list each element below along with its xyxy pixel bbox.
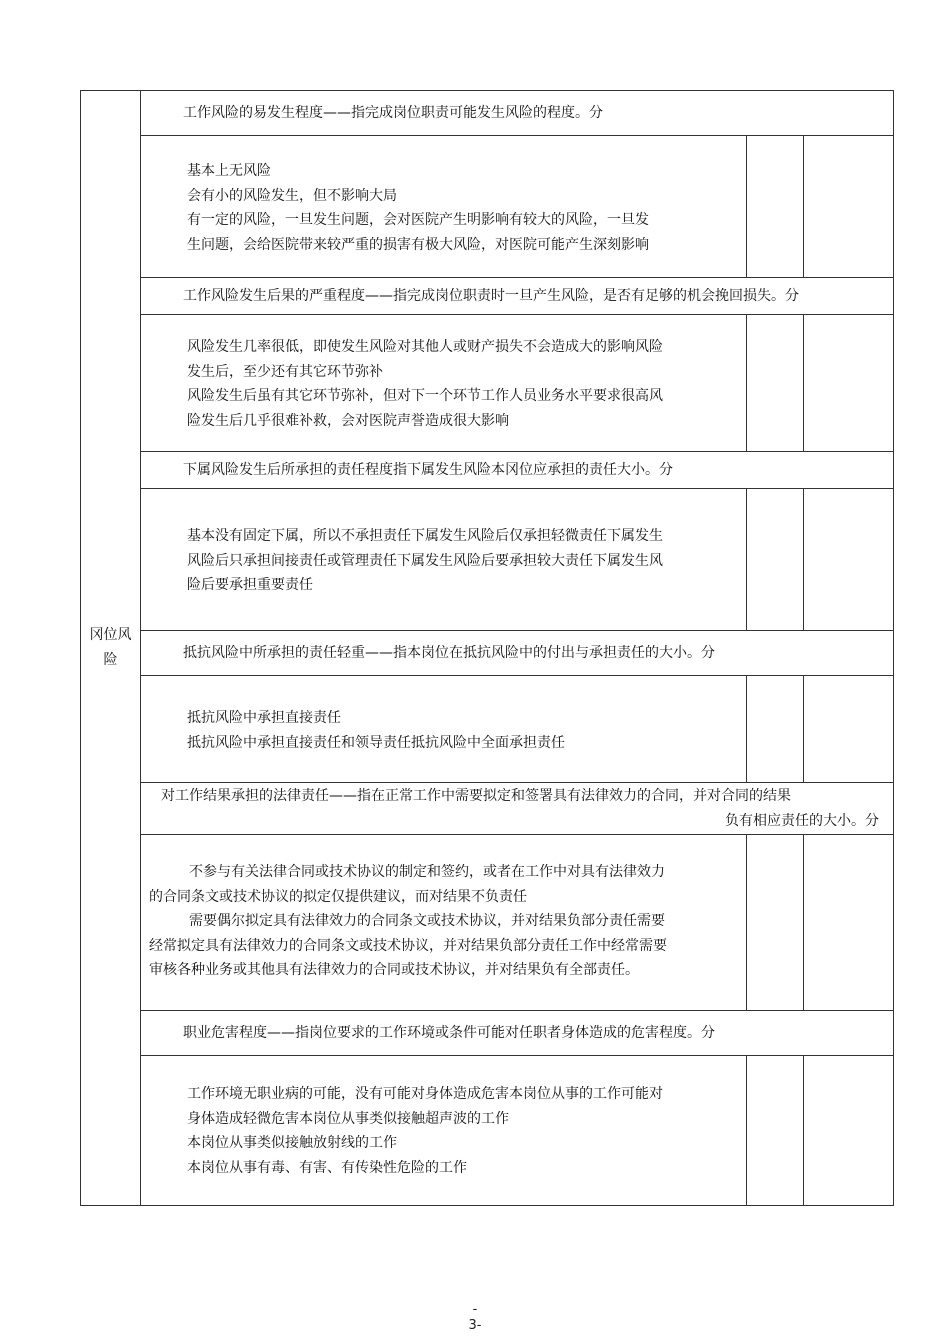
- section-header-text: 职业危害程度——指岗位要求的工作环境或条件可能对任职者身体造成的危害程度。分: [183, 1024, 715, 1041]
- section-header-text-line2: 负有相应责任的大小。分: [725, 812, 879, 829]
- section-header-text: 对工作结果承担的法律责任——指在正常工作中需要拟定和签署具有法律效力的合同，并对合同的结果: [161, 788, 791, 804]
- section-header-row: [81, 1011, 894, 1056]
- section-content: 不参与有关法律合同或技术协议的制定和签约，或者在工作中对具有法律效力 的合同条文或技术协议的拟定仅提供建议，而对结果不负责任 需要偶尔拟定具有法律效力的合同条文或技术协议，并对结果负部分责任需要 经常拟定具有法律效力的合同条文或技术协议，并对结果负部分责任工作中经常需要 审核各种业务或其他具有法律效力的合同或技术协议，并对结果负有全部责任。: [141, 835, 747, 1011]
- remark-cell: [804, 835, 894, 1011]
- section-content-row: [81, 1056, 894, 1206]
- page-number: 3-: [468, 1318, 482, 1333]
- section-content-row: [81, 835, 894, 1011]
- score-cell: [747, 315, 804, 452]
- section-content: 抵抗风险中承担直接责任 抵抗风险中承担直接责任和领导责任抵抗风险中全面承担责任: [141, 676, 747, 783]
- section-header: [141, 91, 894, 136]
- row-label: 冈位风 险: [89, 627, 132, 668]
- remark-cell: [804, 136, 894, 278]
- score-cell: [747, 489, 804, 631]
- page-footer: [0, 1302, 950, 1334]
- section-header-text: 抵抗风险中所承担的责任轻重——指本岗位在抵抗风险中的付出与承担责任的大小。分: [183, 644, 715, 661]
- section-content-row: [81, 489, 894, 631]
- remark-cell: [804, 489, 894, 631]
- section-header-row: [81, 91, 894, 136]
- section-header: [141, 783, 894, 835]
- risk-evaluation-table: [80, 90, 894, 1206]
- section-header-text: 下属风险发生后所承担的责任程度指下属发生风险本冈位应承担的责任大小。分: [183, 461, 673, 478]
- section-header: [141, 278, 894, 315]
- section-content: 基本上无风险 会有小的风险发生，但不影响大局 有一定的风险，一旦发生问题，会对医院产生明影响有较大的风险，一旦发 生问题，会给医院带来较严重的损害有极大风险，对医院可能产生深刻影响: [141, 136, 747, 278]
- section-content: 风险发生几率很低，即使发生风险对其他人或财产损失不会造成大的影响风险 发生后，至少还有其它环节弥补 风险发生后虽有其它环节弥补，但对下一个环节工作人员业务水平要求很高风 险发生后几乎很难补救，会对医院声誉造成很大影响: [141, 315, 747, 452]
- section-header: [141, 452, 894, 489]
- section-content-row: [81, 136, 894, 278]
- score-cell: [747, 136, 804, 278]
- section-header-row: [81, 452, 894, 489]
- remark-cell: [804, 676, 894, 783]
- remark-cell: [804, 315, 894, 452]
- footer-dash: -: [472, 1302, 478, 1317]
- score-cell: [747, 1056, 804, 1206]
- section-header-text: 工作风险的易发生程度——指完成岗位职责可能发生风险的程度。分: [183, 104, 603, 121]
- section-content-row: [81, 676, 894, 783]
- section-header: [141, 631, 894, 676]
- section-content-row: [81, 315, 894, 452]
- section-header-text: 工作风险发生后果的严重程度——指完成岗位职责时一旦产生风险，是否有足够的机会挽回损失。分: [183, 287, 799, 304]
- score-cell: [747, 676, 804, 783]
- section-header-row: [81, 783, 894, 835]
- section-header-row: [81, 631, 894, 676]
- section-content: 基本没有固定下属，所以不承担责任下属发生风险后仅承担轻微责任下属发生 风险后只承担间接责任或管理责任下属发生风险后要承担较大责任下属发生风 险后要承担重要责任: [141, 489, 747, 631]
- score-cell: [747, 835, 804, 1011]
- remark-cell: [804, 1056, 894, 1206]
- section-header: [141, 1011, 894, 1056]
- section-header-row: [81, 278, 894, 315]
- row-label-cell: [81, 91, 141, 1206]
- section-content: 工作环境无职业病的可能，没有可能对身体造成危害本岗位从事的工作可能对 身体造成轻微危害本岗位从事类似接触超声波的工作 本岗位从事类似接触放射线的工作 本岗位从事有毒、有害、有传染性危险的工作: [141, 1056, 747, 1206]
